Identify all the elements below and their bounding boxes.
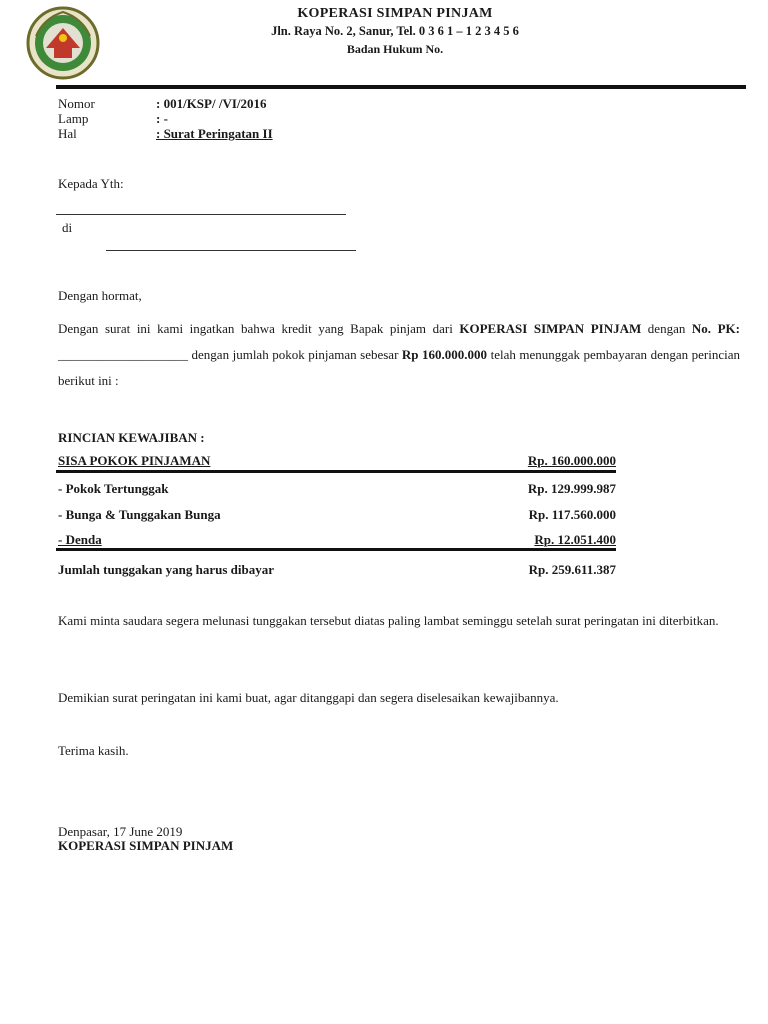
body-text: dengan xyxy=(641,321,692,336)
org-legal: Badan Hukum No. xyxy=(346,42,444,56)
ref-value: : 001/KSP/ /VI/2016 xyxy=(156,96,267,111)
ref-label: Hal xyxy=(58,126,77,141)
thanks: Terima kasih. xyxy=(58,743,129,758)
row-label: - Denda xyxy=(58,532,102,547)
table-divider xyxy=(56,470,616,473)
row-label: - Pokok Tertunggak xyxy=(58,481,169,496)
body-text: dengan jumlah pokok pinjaman sebesar xyxy=(191,347,402,362)
ref-label: Lamp xyxy=(58,111,89,126)
recipient-name-line xyxy=(56,214,346,215)
org-name: KOPERASI SIMPAN PINJAM xyxy=(297,6,493,21)
greeting: Dengan hormat, xyxy=(58,288,142,303)
body-paragraph xyxy=(58,316,740,394)
ref-label: Nomor xyxy=(58,96,95,111)
table-row xyxy=(58,481,616,499)
table-row xyxy=(58,507,616,525)
table-row xyxy=(58,453,616,471)
recipient-di: di xyxy=(62,220,73,235)
row-value: Rp. 129.999.987 xyxy=(527,481,616,496)
recipient-address-line xyxy=(106,250,356,251)
letterhead xyxy=(190,6,600,57)
row-value: Rp. 259.611.387 xyxy=(528,562,616,577)
body-org: KOPERASI SIMPAN PINJAM xyxy=(459,321,642,336)
ref-value: : - xyxy=(156,111,168,126)
ref-hal xyxy=(58,127,273,141)
body-text: telah menunggak pembayaran dengan perincian berikut ini : xyxy=(58,347,741,388)
body-pk-blank: ____________________ xyxy=(58,347,192,362)
table-row-total xyxy=(58,562,616,580)
row-value: Rp. 12.051.400 xyxy=(534,532,616,547)
letterhead-divider xyxy=(56,85,746,89)
org-address: Jln. Raya No. 2, Sanur, Tel. 0 3 6 1 – 1 2 3 4 5 6 xyxy=(271,24,519,38)
row-label: - Bunga & Tunggakan Bunga xyxy=(58,507,221,522)
row-value: Rp. 117.560.000 xyxy=(528,507,616,522)
recipient-salutation: Kepada Yth: xyxy=(58,176,124,191)
ref-value: : Surat Peringatan II xyxy=(156,126,273,141)
place-date: Denpasar, 17 June 2019 xyxy=(58,824,183,839)
ref-lamp xyxy=(58,112,168,126)
rincian-title: RINCIAN KEWAJIBAN : xyxy=(58,430,205,445)
body-pk-label: No. PK: xyxy=(691,321,740,336)
closing-paragraph: Kami minta saudara segera melunasi tunggakan tersebut diatas paling lambat seminggu setelah surat peringatan ini diterbitkan. xyxy=(58,613,719,628)
closing-statement: Demikian surat peringatan ini kami buat, agar ditanggapi dan segera diselesaikan kewajibannya. xyxy=(58,690,559,705)
row-value: Rp. 160.000.000 xyxy=(527,453,616,468)
signatory: KOPERASI SIMPAN PINJAM xyxy=(58,838,234,853)
cooperative-logo-icon xyxy=(24,6,102,80)
ref-nomor xyxy=(58,97,267,111)
row-label: Jumlah tunggakan yang harus dibayar xyxy=(58,562,275,577)
body-text: Dengan surat ini kami ingatkan bahwa kredit yang Bapak pinjam dari xyxy=(58,321,460,336)
row-label: SISA POKOK PINJAMAN xyxy=(58,453,211,468)
table-divider xyxy=(56,548,616,551)
body-amount: Rp 160.000.000 xyxy=(401,347,488,362)
